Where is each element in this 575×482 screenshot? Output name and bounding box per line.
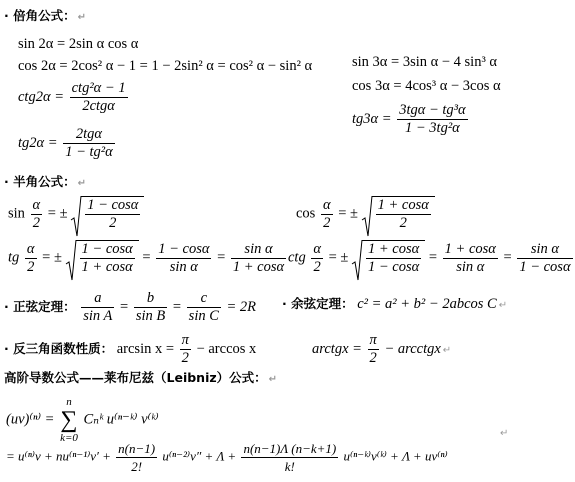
eq-tg3a: tg3α = $\frac{\text{3tgα − tg³α}}{\text{1 − 3tg²α}}$ — [352, 102, 466, 136]
heading-sine-law: · 正弦定理： — [4, 298, 76, 314]
eq-sin2a: sin 2α = 2sin α cos α — [18, 36, 139, 52]
heading-cosine-law: · 余弦定理： — [282, 296, 354, 311]
eq-half-tg: tg $\frac{\alpha}{2}$ = ± $\frac{1 - \cos\alpha}{1 + \cos\alpha}$ = $\frac{1 - \cos\alpha}{\text{sin α}}$ = $\frac{\text{sin α}}{1 + \cos\alpha}$ — [8, 240, 288, 276]
paragraph-mark-icon: ↵ — [442, 344, 452, 356]
heading-leibniz: 高阶导数公式——莱布尼兹（Leibniz）公式： ↵ — [4, 370, 278, 385]
heading-double-angle: · 倍角公式： ↵ — [4, 8, 86, 23]
eq-arctg: arctgx = $\frac{\pi}{2}$ − arcctgx ↵ — [312, 332, 452, 366]
eq-inverse-trig: · 反三角函数性质： arcsin x = $\frac{\pi}{2}$ − arccos x — [4, 332, 257, 366]
eq-half-sin: sin $\frac{\alpha}{2}$ = ± $\frac{1 - \cos\alpha}{2}$ — [8, 196, 144, 232]
eq-sin3a: sin 3α = 3sin α − 4 sin³ α — [352, 54, 498, 70]
paragraph-mark-icon: ↵ — [77, 12, 86, 23]
sigma-icon: ∑ — [60, 407, 78, 433]
eq-leibniz-sum: (uv)⁽ⁿ⁾ = n ∑ k=0 Cₙᵏ u⁽ⁿ⁻ᵏ⁾ v⁽ᵏ⁾ — [6, 396, 159, 444]
eq-cos2a: cos 2α = 2cos² α − 1 = 1 − 2sin² α = cos² α − sin² α — [18, 58, 313, 74]
paragraph-mark-icon: ↵ — [498, 300, 508, 311]
heading-half-angle: · 半角公式： ↵ — [4, 174, 86, 189]
eq-tg2a: tg2α = $\frac{\text{2tgα}}{\text{1 − tg²α}}$ — [18, 126, 113, 160]
paragraph-mark-icon: ↵ — [500, 428, 509, 439]
paragraph-mark-icon: ↵ — [268, 374, 278, 385]
eq-half-cos: cos $\frac{\alpha}{2}$ = ± $\frac{1 + \cos\alpha}{2}$ — [296, 196, 435, 232]
eq-ctg2a: ctg2α = $\frac{\text{ctg²α − 1}}{\text{2ctgα}}$ — [18, 80, 126, 114]
eq-cos3a: cos 3α = 4cos³ α − 3cos α — [352, 78, 501, 94]
heading-inverse-trig: · 反三角函数性质： — [4, 340, 114, 356]
eq-leibniz-expansion: = u⁽ⁿ⁾v + nu⁽ⁿ⁻¹⁾v′ + $\frac{n(n-1)}{2!}$ u⁽ⁿ⁻²⁾v″ + Λ + $\frac{n(n-1)\Lambda (n-k+1)}{k!}$ u⁽ⁿ⁻ᵏ⁾v⁽ᵏ⁾ + Λ + uv⁽ⁿ⁾ — [6, 441, 448, 474]
eq-sine-law: · 正弦定理： $\frac{a}{\text{sin A}}$ = $\frac{b}{\text{sin B}}$ = $\frac{c}{\text{sin C}}$ = 2R — [4, 290, 257, 324]
paragraph-mark-icon: ↵ — [77, 178, 86, 189]
eq-half-ctg: ctg $\frac{\alpha}{2}$ = ± $\frac{1 + \cos\alpha}{1 - \cos\alpha}$ = $\frac{1 + \cos\alpha}{\text{sin α}}$ = $\frac{\text{sin α}}{1 - \cos\alpha}$ — [288, 240, 575, 276]
eq-cosine-law: · 余弦定理： c² = a² + b² − 2abcos C ↵ — [282, 296, 508, 312]
